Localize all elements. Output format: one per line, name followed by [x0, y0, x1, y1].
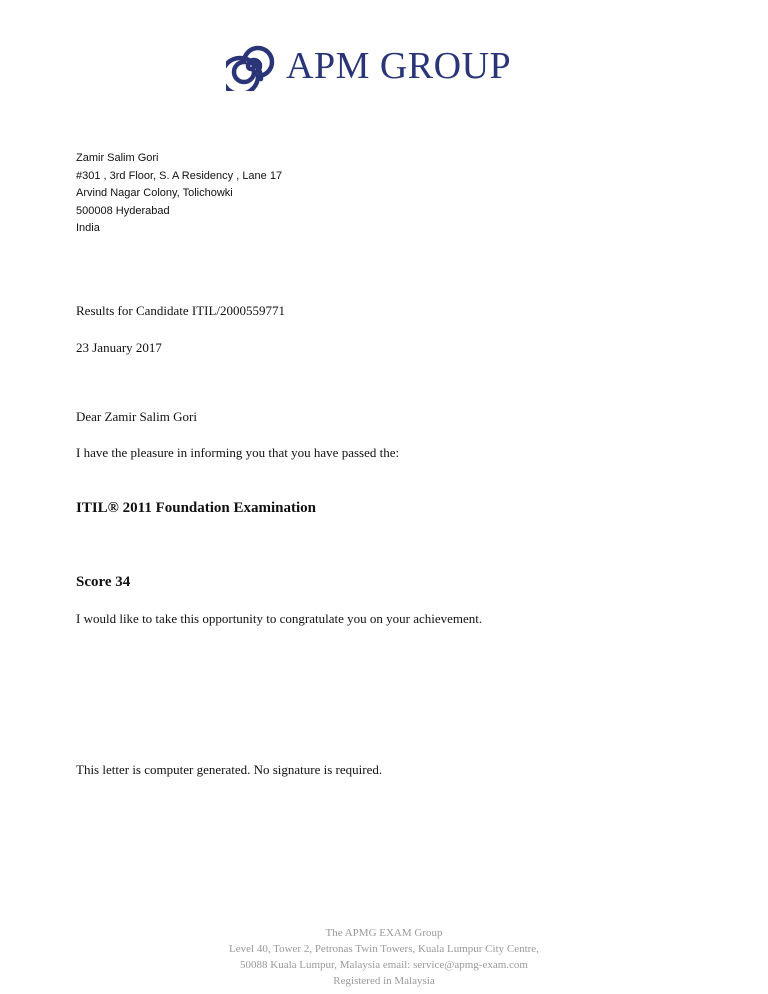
- intro-text: I have the pleasure in informing you that you have passed the:: [76, 445, 400, 460]
- letter-date: 23 January 2017: [76, 340, 162, 355]
- address-line: Zamir Salim Gori: [76, 152, 159, 164]
- address-line: #301 , 3rd Floor, S. A Residency , Lane 17: [76, 169, 283, 182]
- company-logo: [226, 38, 511, 94]
- footer-line: Level 40, Tower 2, Petronas Twin Towers, Kuala Lumpur City Centre,: [229, 943, 539, 955]
- logo-text: APM GROUP: [286, 45, 512, 87]
- computer-generated-notice: This letter is computer generated. No signature is required.: [76, 762, 383, 777]
- exam-title: ITIL® 2011 Foundation Examination: [76, 500, 317, 516]
- spiral-logo-icon: [226, 41, 276, 91]
- footer-line: 50088 Kuala Lumpur, Malaysia email: service@apmg-exam.com: [240, 959, 528, 971]
- address-line: Arvind Nagar Colony, Tolichowki: [76, 187, 233, 199]
- recipient-address: [76, 150, 282, 238]
- footer: [0, 925, 768, 989]
- score: Score 34: [76, 574, 131, 590]
- congratulations-text: I would like to take this opportunity to congratulate you on your achievement.: [76, 611, 483, 626]
- address-line: India: [76, 222, 100, 234]
- footer-line: Registered in Malaysia: [333, 975, 435, 987]
- results-line: Results for Candidate ITIL/2000559771: [76, 303, 286, 318]
- salutation: Dear Zamir Salim Gori: [76, 409, 197, 424]
- address-line: 500008 Hyderabad: [76, 204, 170, 217]
- footer-line: The APMG EXAM Group: [325, 927, 443, 939]
